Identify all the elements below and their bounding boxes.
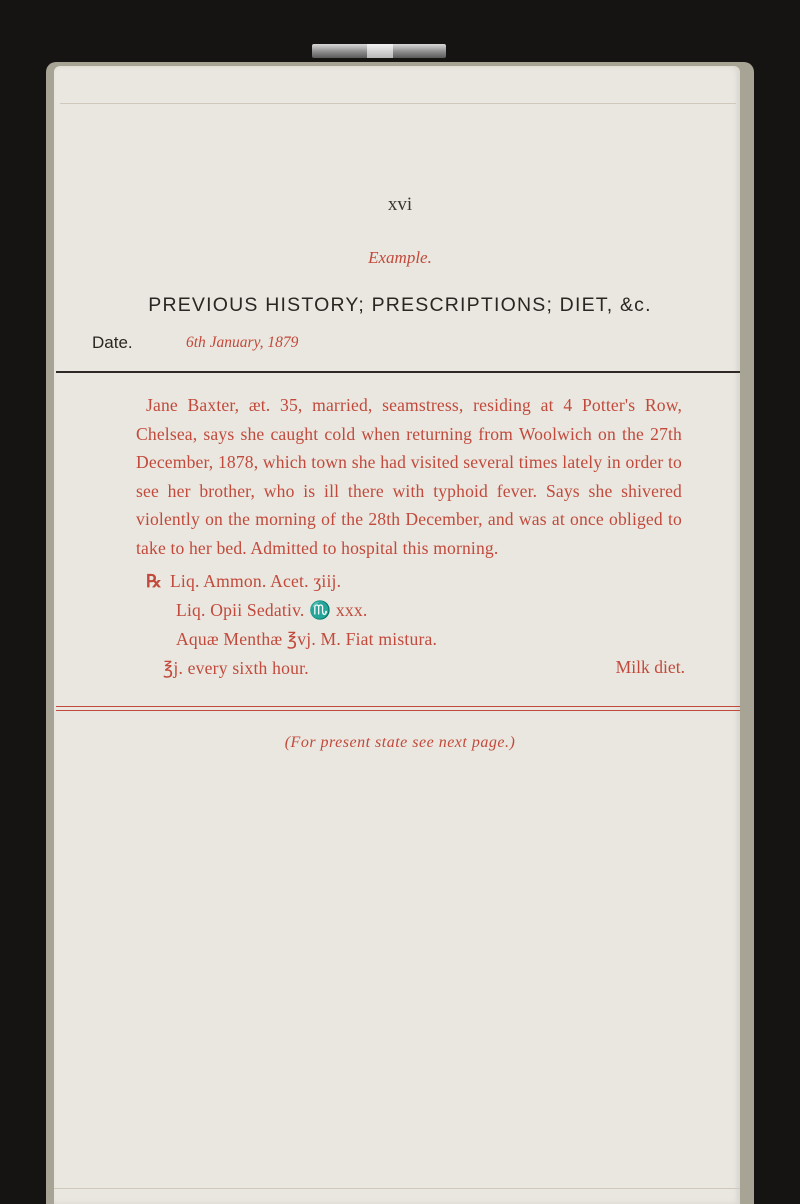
bottom-edge (54, 1188, 740, 1189)
prescription-line (146, 567, 341, 595)
page-number: xvi (387, 194, 413, 215)
footnote: (For present state see next page.) (284, 734, 516, 751)
top-rule (60, 103, 736, 104)
example-label: Example. (368, 248, 432, 267)
date-value: 6th January, 1879 (186, 334, 299, 351)
diet-note: Milk diet. (615, 657, 685, 677)
date-label: Date. (92, 333, 133, 352)
prescription-line: Liq. Opii Sedativ. ♏ xxx. (176, 600, 368, 620)
header-rule (56, 371, 740, 373)
prescription-line-text: Liq. Ammon. Acet. ʒiij. (169, 571, 342, 591)
section-rule (56, 706, 740, 707)
section-rule (56, 710, 740, 711)
prescription-line: Aquæ Menthæ ℥vj. M. Fiat mistura. (176, 629, 438, 649)
case-notes: Jane Baxter, æt. 35, married, seamstress, residing at 4 Potter's Row, Chelsea, says she caught cold when returning from Woolwich on the 27th December, 1878, which town she had visited several times lately in order to see her brother, who is ill there with typhoid fever. Says she shivered violently on the morning of the 28th December, and was at once obliged to take to her bed. Admitted to hospital this morning. (136, 395, 682, 558)
binder-clip (312, 44, 446, 58)
prescription-line: ℥j. every sixth hour. (163, 658, 309, 678)
recipe-symbol-icon: ℞ (146, 571, 162, 591)
header-title: PREVIOUS HISTORY; PRESCRIPTIONS; DIET, &c. (148, 294, 652, 316)
